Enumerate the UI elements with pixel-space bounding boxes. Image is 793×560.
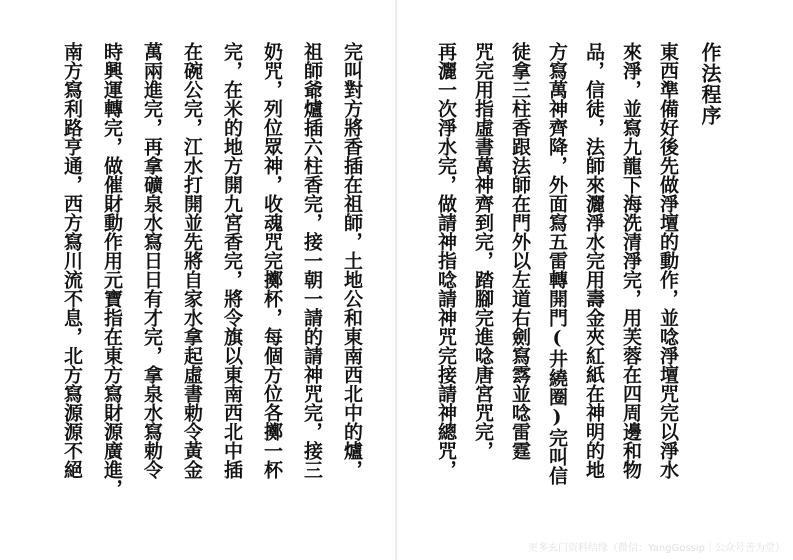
- text-column: 方寫萬神齊降，外面寫五雷轉開門(井繞圈)完叫信: [546, 42, 568, 485]
- text-column: 咒完用指虛書萬神齊到完，踏腳完進唸唐宮咒完，: [472, 42, 494, 460]
- text-column: 萬兩進完，再拿礦泉水寫日日有才完，拿泉水寫勅令: [141, 42, 163, 479]
- footer-watermark: 更多玄门资料结缘（微信：YangGossip｜公众号善为堂）: [528, 543, 785, 554]
- text-column: 徒拿三柱香跟法師在門外以左道右劍寫𩃬並唸雷霆: [509, 42, 531, 460]
- text-column: 祖師爺爐插六柱香完，接一朝一請的請神咒完，接三: [301, 42, 323, 479]
- text-column: 完叫對方將香插在祖師，土地公和東南西北中的爐，: [341, 42, 363, 479]
- text-column: 時興運轉完，做催財動作用元寶指在東方寫財源廣進，: [101, 42, 123, 498]
- left-page: [0, 0, 396, 560]
- text-column: 完，在米的地方開九宮香完，將令旗以東南西北中插: [221, 42, 243, 479]
- text-column: 奶咒，列位眾神，收魂咒完擲杯，每個方位各擲一杯: [261, 42, 283, 479]
- text-column: 來淨，並寫九龍下海洗清淨完，用芙蓉在四周邊和物: [620, 42, 642, 479]
- right-page: [396, 0, 793, 560]
- text-column: 南方寫利路亨通，西方寫川流不息，北方寫源源不絕: [61, 42, 83, 479]
- text-column: 品，信徒，法師來灑淨水完用壽金夾紅紙在神明的地: [583, 42, 605, 479]
- text-column: 在碗公完，江水打開並先將自家水拿起虛書勅令黃金: [181, 42, 203, 479]
- text-column: 再灑一次淨水完，做請神指唸請神咒完接請神總咒，: [435, 42, 457, 479]
- text-column: 東西準備好後先做淨壇的動作，並唸淨壇咒完以淨水: [657, 42, 679, 479]
- section-title: 作法程序: [698, 42, 722, 126]
